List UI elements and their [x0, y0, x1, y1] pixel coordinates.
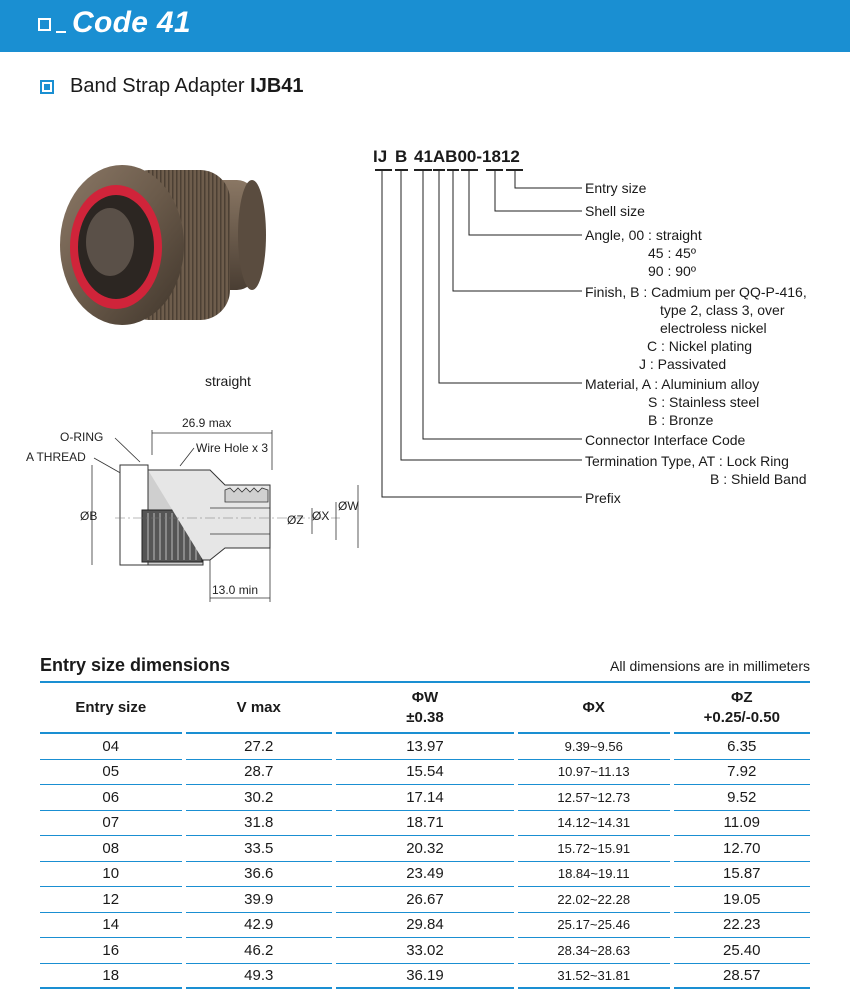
photo-caption: straight: [205, 373, 251, 389]
table-cell: 33.5: [186, 836, 333, 862]
col-header-z: ΦZ +0.25/-0.50: [674, 684, 810, 734]
drawing-min-length: 13.0 min: [212, 583, 259, 597]
table-row: [40, 862, 810, 888]
drawing-oring-label: O-RING: [60, 430, 104, 444]
code-line-entry-size: Entry size: [585, 180, 647, 196]
code-line-finish-b2: type 2, class 3, over: [660, 302, 785, 318]
product-photo: [40, 150, 290, 360]
code-line-termination: Termination Type, AT : Lock Ring: [585, 453, 789, 469]
code-line-finish-b3: electroless nickel: [660, 320, 767, 336]
table-cell: 36.6: [186, 862, 333, 888]
table-cell: 39.9: [186, 887, 333, 913]
code-line-shell-size: Shell size: [585, 203, 645, 219]
code-line-material-s: S : Stainless steel: [648, 394, 760, 410]
table-cell: 28.34~28.63: [518, 938, 670, 964]
table-row: [40, 913, 810, 939]
dimensions-table: [36, 684, 814, 989]
code-line-finish-c: C : Nickel plating: [647, 338, 753, 354]
page-header: [0, 0, 850, 52]
section-title: [70, 75, 304, 98]
table-cell: 46.2: [186, 938, 333, 964]
table-cell: 16: [40, 938, 182, 964]
table-cell: 9.52: [674, 785, 810, 811]
code-line-interface: Connector Interface Code: [585, 432, 746, 448]
col-header-w: ΦW ±0.38: [336, 684, 514, 734]
col-header-entry-size: Entry size: [40, 684, 182, 734]
drawing-length-max: 26.9 max: [182, 416, 232, 430]
table-top-rule: [40, 681, 810, 683]
table-cell: 36.19: [336, 964, 514, 990]
technical-drawing: [20, 410, 360, 610]
table-cell: 33.02: [336, 938, 514, 964]
table-cell: 07: [40, 811, 182, 837]
table-cell: 26.67: [336, 887, 514, 913]
code-line-termination-b: B : Shield Band: [710, 471, 807, 487]
table-cell: 28.57: [674, 964, 810, 990]
table-cell: 9.39~9.56: [518, 734, 670, 760]
table-cell: 13.97: [336, 734, 514, 760]
col-header-x: ΦX: [518, 684, 670, 734]
code-line-finish-b: Finish, B : Cadmium per QQ-P-416,: [585, 284, 807, 300]
table-cell: 08: [40, 836, 182, 862]
table-cell: 7.92: [674, 760, 810, 786]
drawing-phi-z: ØZ: [287, 513, 304, 527]
section-bullet-icon: [40, 80, 54, 94]
table-cell: 18: [40, 964, 182, 990]
table-row: [40, 811, 810, 837]
header-square-icon: [38, 18, 51, 31]
drawing-wire-hole: Wire Hole x 3: [196, 441, 269, 455]
table-cell: 12.57~12.73: [518, 785, 670, 811]
table-cell: 17.14: [336, 785, 514, 811]
table-cell: 18.84~19.11: [518, 862, 670, 888]
table-row: [40, 964, 810, 990]
table-cell: 14.12~14.31: [518, 811, 670, 837]
table-cell: 22.02~22.28: [518, 887, 670, 913]
table-cell: 15.87: [674, 862, 810, 888]
col-header-v-max: V max: [186, 684, 333, 734]
table-cell: 05: [40, 760, 182, 786]
table-cell: 12: [40, 887, 182, 913]
table-cell: 22.23: [674, 913, 810, 939]
table-cell: 06: [40, 785, 182, 811]
table-title: Entry size dimensions: [40, 655, 231, 675]
table-cell: 19.05: [674, 887, 810, 913]
photo-tail-end: [238, 180, 266, 290]
section-title-prefix: Band Strap Adapter: [70, 75, 245, 97]
code-line-prefix: Prefix: [585, 490, 621, 506]
drawing-phi-x: ØX: [312, 509, 330, 523]
table-cell: 10: [40, 862, 182, 888]
drawing-phi-b: ØB: [80, 509, 98, 523]
table-row: [40, 836, 810, 862]
table-cell: 31.8: [186, 811, 333, 837]
drawing-phi-w: ØW: [338, 499, 359, 513]
table-cell: 12.70: [674, 836, 810, 862]
part-code-diagram: [360, 140, 840, 520]
table-header-row: [40, 684, 810, 734]
table-cell: 15.72~15.91: [518, 836, 670, 862]
section-title-code: IJB41: [250, 75, 304, 97]
code-line-material-a: Material, A : Aluminium alloy: [585, 376, 760, 392]
table-row: [40, 760, 810, 786]
code-line-angle-90: 90 : 90º: [648, 263, 696, 279]
code-line-finish-j: J : Passivated: [639, 356, 727, 372]
page-title: Code 41: [72, 6, 191, 39]
table-cell: 42.9: [186, 913, 333, 939]
table-cell: 25.17~25.46: [518, 913, 670, 939]
table-row: [40, 785, 810, 811]
code-line-material-b: B : Bronze: [648, 412, 714, 428]
table-cell: 14: [40, 913, 182, 939]
table-cell: 49.3: [186, 964, 333, 990]
table-cell: 30.2: [186, 785, 333, 811]
table-cell: 23.49: [336, 862, 514, 888]
table-cell: 20.32: [336, 836, 514, 862]
part-code-b: B: [395, 147, 408, 166]
table-cell: 10.97~11.13: [518, 760, 670, 786]
code-line-angle-45: 45 : 45º: [648, 245, 696, 261]
table-cell: 28.7: [186, 760, 333, 786]
table-cell: 29.84: [336, 913, 514, 939]
table-note: All dimensions are in millimeters: [610, 658, 810, 674]
table-cell: 04: [40, 734, 182, 760]
table-cell: 18.71: [336, 811, 514, 837]
part-code-prefix: IJ: [373, 147, 388, 166]
table-cell: 31.52~31.81: [518, 964, 670, 990]
table-cell: 15.54: [336, 760, 514, 786]
table-cell: 6.35: [674, 734, 810, 760]
table-row: [40, 734, 810, 760]
header-dash: [56, 31, 66, 33]
part-code-rest: 41AB00-1812: [414, 147, 520, 166]
drawing-a-thread-label: A THREAD: [26, 450, 86, 464]
table-row: [40, 887, 810, 913]
table-cell: 11.09: [674, 811, 810, 837]
table-cell: 25.40: [674, 938, 810, 964]
table-cell: 27.2: [186, 734, 333, 760]
code-line-angle: Angle, 00 : straight: [585, 227, 702, 243]
photo-bore-inner: [86, 208, 134, 276]
table-row: [40, 938, 810, 964]
